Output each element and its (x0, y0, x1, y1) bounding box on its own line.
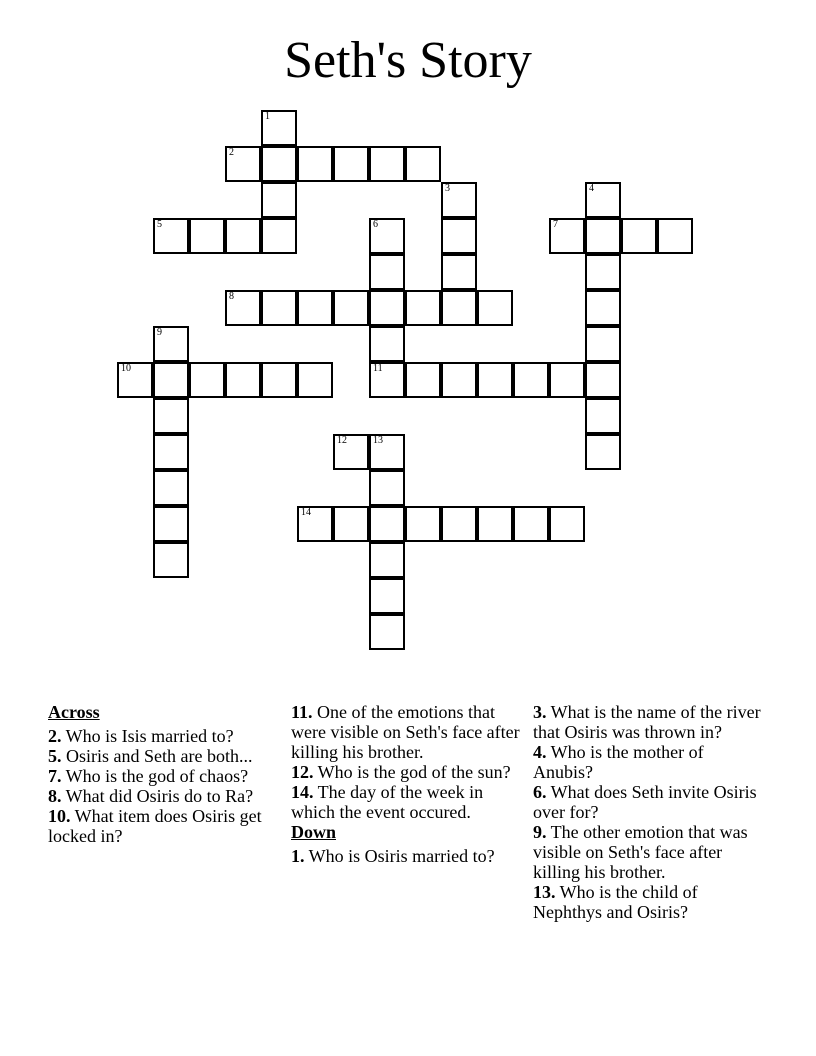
grid-cell[interactable] (153, 362, 189, 398)
cell-number: 7 (553, 219, 558, 230)
grid-cell[interactable] (369, 326, 405, 362)
clue-column-2 (291, 702, 523, 866)
grid-cell[interactable] (297, 290, 333, 326)
grid-cell[interactable] (585, 290, 621, 326)
grid-cell[interactable] (441, 182, 477, 218)
grid-cell[interactable] (297, 362, 333, 398)
clue-down-9: 9. The other emotion that was visible on Seth's face after killing his brother. (533, 822, 748, 882)
grid-cell[interactable] (405, 146, 441, 182)
cell-number: 11 (373, 363, 383, 374)
grid-cell[interactable] (369, 614, 405, 650)
cell-number: 2 (229, 147, 234, 158)
grid-cell[interactable] (297, 146, 333, 182)
grid-cell[interactable] (153, 398, 189, 434)
across-heading: Across (48, 702, 100, 722)
grid-cell[interactable] (153, 218, 189, 254)
clue-down-13: 13. Who is the child of Nephthys and Osiris? (533, 882, 698, 922)
grid-cell[interactable] (333, 146, 369, 182)
grid-cell[interactable] (369, 542, 405, 578)
grid-cell[interactable] (477, 290, 513, 326)
grid-cell[interactable] (369, 470, 405, 506)
grid-cell[interactable] (405, 362, 441, 398)
grid-cell[interactable] (405, 290, 441, 326)
grid-cell[interactable] (153, 470, 189, 506)
clue-across-10: 10. What item does Osiris get locked in? (48, 806, 262, 846)
grid-cell[interactable] (477, 506, 513, 542)
grid-cell[interactable] (369, 578, 405, 614)
grid-cell[interactable] (261, 290, 297, 326)
grid-cell[interactable] (585, 398, 621, 434)
grid-cell[interactable] (585, 254, 621, 290)
grid-cell[interactable] (225, 218, 261, 254)
grid-cell[interactable] (117, 362, 153, 398)
grid-cell[interactable] (369, 434, 405, 470)
grid-cell[interactable] (441, 290, 477, 326)
grid-cell[interactable] (369, 290, 405, 326)
grid-cell[interactable] (297, 506, 333, 542)
cell-number: 12 (337, 435, 347, 446)
grid-cell[interactable] (225, 146, 261, 182)
cell-number: 9 (157, 327, 162, 338)
grid-cell[interactable] (585, 434, 621, 470)
grid-cell[interactable] (369, 506, 405, 542)
grid-cell[interactable] (189, 362, 225, 398)
grid-cell[interactable] (225, 362, 261, 398)
grid-cell[interactable] (369, 254, 405, 290)
grid-cell[interactable] (333, 290, 369, 326)
cell-number: 3 (445, 183, 450, 194)
clue-across-5: 5. Osiris and Seth are both... (48, 746, 253, 766)
grid-cell[interactable] (369, 218, 405, 254)
clue-across-14: 14. The day of the week in which the event occured. (291, 782, 484, 822)
grid-cell[interactable] (369, 362, 405, 398)
grid-cell[interactable] (441, 218, 477, 254)
cell-number: 4 (589, 183, 594, 194)
cell-number: 13 (373, 435, 383, 446)
clue-across-12: 12. Who is the god of the sun? (291, 762, 511, 782)
clue-across-11: 11. One of the emotions that were visible on Seth's face after killing his brother. (291, 702, 520, 762)
grid-cell[interactable] (549, 362, 585, 398)
grid-cell[interactable] (153, 506, 189, 542)
grid-cell[interactable] (405, 506, 441, 542)
grid-cell[interactable] (585, 182, 621, 218)
grid-cell[interactable] (549, 506, 585, 542)
grid-cell[interactable] (585, 326, 621, 362)
grid-cell[interactable] (333, 506, 369, 542)
grid-cell[interactable] (189, 218, 225, 254)
cell-number: 8 (229, 291, 234, 302)
grid-cell[interactable] (657, 218, 693, 254)
grid-cell[interactable] (441, 362, 477, 398)
grid-cell[interactable] (477, 362, 513, 398)
grid-cell[interactable] (261, 146, 297, 182)
grid-cell[interactable] (333, 434, 369, 470)
clue-down-1: 1. Who is Osiris married to? (291, 846, 495, 866)
grid-cell[interactable] (621, 218, 657, 254)
grid-cell[interactable] (513, 506, 549, 542)
clue-column-1 (48, 702, 280, 846)
grid-cell[interactable] (513, 362, 549, 398)
grid-cell[interactable] (153, 434, 189, 470)
clue-down-4: 4. Who is the mother of Anubis? (533, 742, 704, 782)
grid-cell[interactable] (153, 542, 189, 578)
cell-number: 10 (121, 363, 131, 374)
grid-cell[interactable] (261, 110, 297, 146)
puzzle-title: Seth's Story (284, 32, 532, 89)
grid-cell[interactable] (585, 218, 621, 254)
grid-cell[interactable] (549, 218, 585, 254)
grid-cell[interactable] (441, 254, 477, 290)
grid-cell[interactable] (441, 506, 477, 542)
clue-down-6: 6. What does Seth invite Osiris over for? (533, 782, 757, 822)
grid-cell[interactable] (261, 218, 297, 254)
clue-across-2: 2. Who is Isis married to? (48, 726, 234, 746)
grid-cell[interactable] (153, 326, 189, 362)
grid-cell[interactable] (261, 182, 297, 218)
grid-cell[interactable] (369, 146, 405, 182)
cell-number: 5 (157, 219, 162, 230)
clue-column-3 (533, 702, 765, 922)
grid-cell[interactable] (225, 290, 261, 326)
cell-number: 6 (373, 219, 378, 230)
clue-down-3: 3. What is the name of the river that Osiris was thrown in? (533, 702, 761, 742)
clue-across-8: 8. What did Osiris do to Ra? (48, 786, 254, 806)
grid-cell[interactable] (585, 362, 621, 398)
cell-number: 1 (265, 111, 270, 122)
grid-cell[interactable] (261, 362, 297, 398)
cell-number: 14 (301, 507, 311, 518)
clue-across-7: 7. Who is the god of chaos? (48, 766, 249, 786)
down-heading: Down (291, 822, 337, 842)
